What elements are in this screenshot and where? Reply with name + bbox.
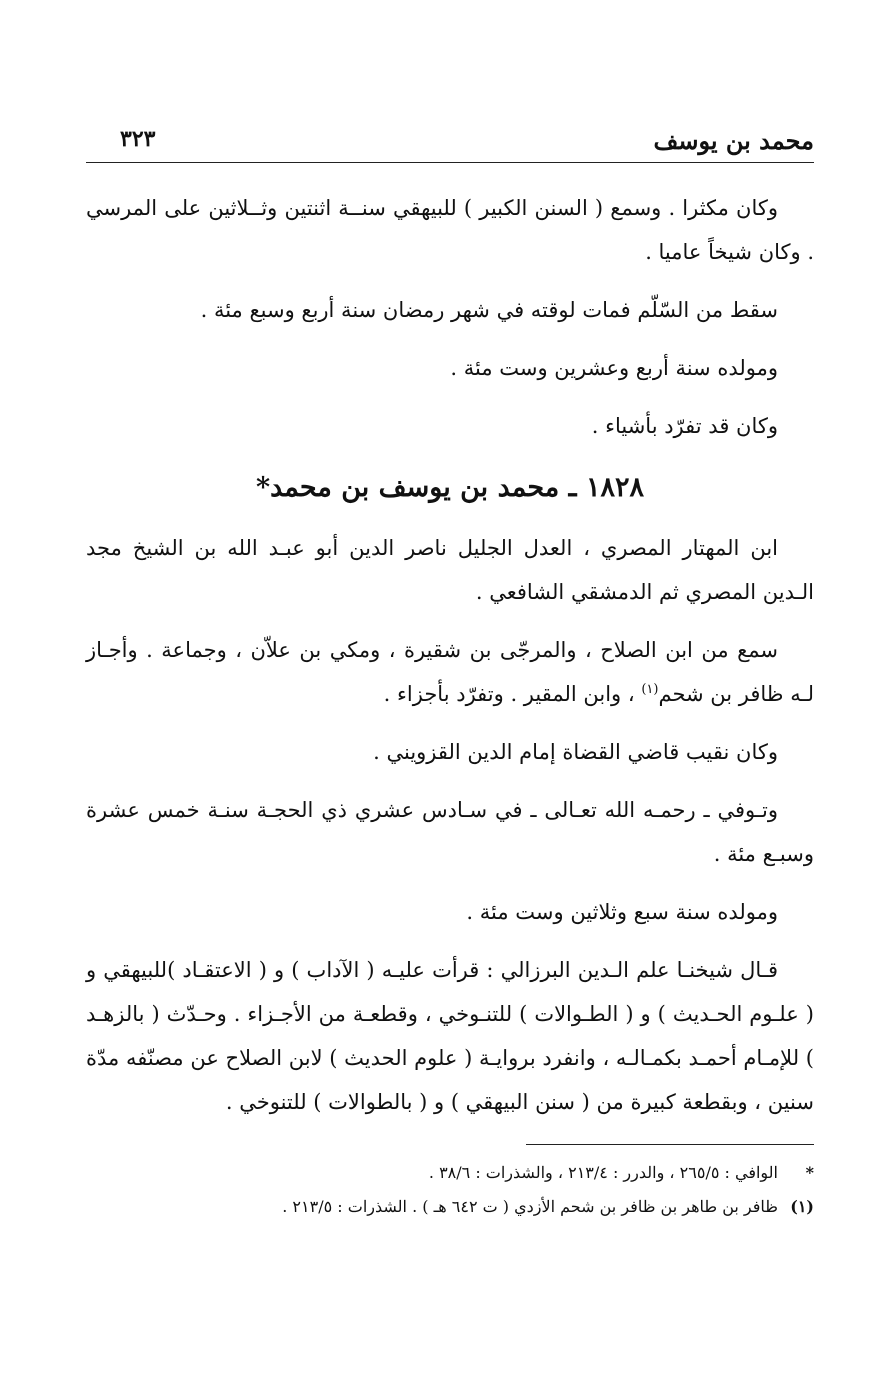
footnote-marker: * — [805, 1163, 814, 1182]
footnotes — [86, 1156, 814, 1224]
entry-paragraph-death: وتـوفي ـ رحمـه الله تعـالى ـ في سـادس عشري ذي الحجـة سنـة خمس عشرة وسبـع مئة . — [86, 798, 814, 866]
entry-paragraph-office: وكان نقيب قاضي القضاة إمام الدين القزويني . — [373, 740, 778, 764]
footnote-marker: (١) — [790, 1197, 814, 1216]
book-page — [86, 0, 814, 1380]
previous-entry-paragraph-1: وكان مكثرا . وسمع ( السنن الكبير ) للبيهقي سنــة اثنتين وثــلاثين على المرسي . وكان شيخاً عاميا . — [86, 196, 814, 264]
running-title: محمد بن يوسف — [653, 126, 814, 155]
footnote-text: الوافي : ٢٦٥/٥ ، والدرر : ٢١٣/٤ ، والشذرات : ٣٨/٦ . — [428, 1163, 778, 1182]
teachers-text: سمع من ابن الصلاح ، والمرجّى بن شقيرة ، ومكي بن علاّن ، وجماعة . وأجـاز لـه ظافر بن شحم — [86, 638, 814, 706]
footnote-text: ظافر بن طاهر بن ظافر بن شحم الأزدي ( ت ٦٤٢ هـ ) . الشذرات : ٢١٣/٥ . — [282, 1197, 778, 1216]
entry-paragraph-lineage: ابن المهتار المصري ، العدل الجليل ناصر الدين أبو عبـد الله بن الشيخ مجد الـدين المصري ثم الدمشقي الشافعي . — [86, 536, 814, 604]
previous-entry-paragraph-4: وكان قد تفرّد بأشياء . — [591, 414, 778, 438]
entry-paragraph-barzali: قـال شيخنـا علم الـدين البرزالي : قرأت عليـه ( الآداب ) و ( الاعتقـاد )للبيهقي و ( علـوم الحـديث ) و ( الطـوالات ) للتنـوخي ، وقطعـة من الأجـزاء . وحـدّث ( بالزهـد ) للإمـام أحمـد بكمـالـه ، وانفرد بروايـة ( علوم الحديث ) لابن الصلاح عن مصنّفه مدّة سنين ، وبقطعة كبيرة من ( سنن البيهقي ) و ( بالطوالات ) للتنوخي . — [86, 958, 814, 1114]
running-header — [86, 122, 814, 163]
page-number: ٣٢٣ — [120, 126, 156, 152]
entry-paragraph-birth: ومولده سنة سبع وثلاثين وست مئة . — [466, 900, 778, 924]
footnote — [86, 1156, 814, 1190]
footnote-divider — [526, 1144, 814, 1145]
footnote-reference: (١) — [641, 682, 659, 697]
entry-heading: ١٨٢٨ ـ محمد بن يوسف بن محمد* — [256, 472, 644, 503]
main-text — [86, 186, 814, 1124]
teachers-text-continued: ، وابن المقير . وتفرّد بأجزاء . — [383, 682, 642, 706]
previous-entry-paragraph-3: ومولده سنة أربع وعشرين وست مئة . — [450, 356, 778, 380]
entry-paragraph-teachers — [86, 628, 814, 716]
footnote — [86, 1190, 814, 1224]
previous-entry-paragraph-2: سقط من السّلّم فمات لوقته في شهر رمضان سنة أربع وسبع مئة . — [200, 298, 778, 322]
